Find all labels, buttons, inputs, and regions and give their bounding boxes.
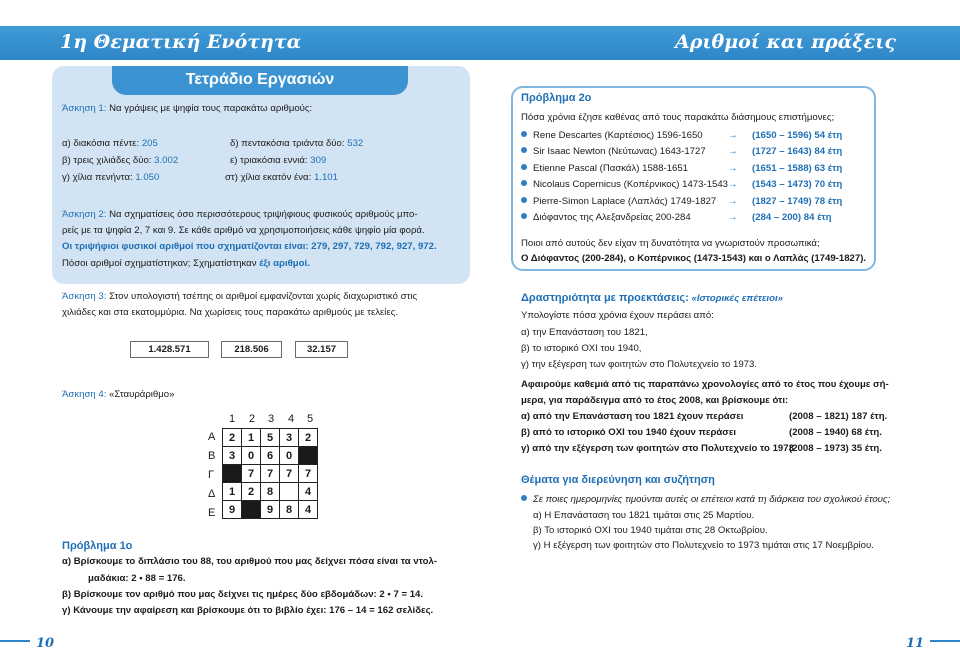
exercise-1-prompt: Να γράψεις με ψηφία τους παρακάτω αριθμούς:: [109, 103, 313, 114]
bullet-icon: [521, 131, 527, 137]
ex1-d-label: δ) πεντακόσια τριάντα δύο:: [230, 138, 345, 149]
exercise-3-line2: χιλιάδες και στα εκατομμύρια. Να χωρίσεις τους παρακάτω αριθμούς με τελείες.: [62, 307, 399, 318]
activity-b: β) το ιστορικό ΟΧΙ του 1940,: [521, 343, 642, 354]
grid-cell: 8: [261, 483, 280, 501]
ex1-a-value: 205: [141, 138, 158, 149]
row-header-c: Γ: [208, 469, 215, 481]
lifespan-calc: (1543 – 1473) 70 έτη: [752, 179, 843, 191]
bullet-icon: [521, 147, 527, 153]
grid-cell: 0: [280, 447, 299, 465]
exercise-1-a: [62, 138, 158, 150]
scientist-row: [521, 196, 716, 208]
exercise-2-line1: [62, 209, 418, 221]
arrow-icon: →: [728, 195, 738, 207]
arrow-icon: →: [728, 179, 738, 191]
scientist-name: Pierre-Simon Laplace (Λαπλάς) 1749-1827: [533, 195, 717, 207]
scientist-row: [521, 146, 706, 158]
ex1-f-value: 1.101: [313, 172, 338, 183]
grid-cell: 2: [242, 483, 261, 501]
grid-row: [223, 429, 318, 447]
discussion-b: β) Το ιστορικό ΟΧΙ του 1940 τιμάται στις 28 Οκτωβρίου.: [533, 525, 768, 536]
scientist-row: [521, 130, 703, 142]
row-header-e: Ε: [208, 507, 216, 519]
row-header-a: Α: [208, 431, 216, 443]
ex1-c-value: 1.050: [135, 172, 160, 183]
exercise-1-b: [62, 155, 178, 167]
scientist-name: Διόφαντος της Αλεξανδρείας 200-284: [533, 212, 691, 223]
exercise-1-f: [225, 172, 338, 184]
grid-cell: 3: [223, 447, 242, 465]
scientist-row: [521, 212, 691, 224]
col-header-5: 5: [307, 413, 314, 425]
exercise-3-title: Άσκηση 3:: [62, 291, 107, 302]
problem-1-c: γ) Κάνουμε την αφαίρεση και βρίσκουμε ότι το βιβλίο έχει: 176 – 14 = 162 σελίδες.: [62, 605, 434, 616]
exercise-1-d: [230, 138, 363, 150]
ex1-e-label: ε) τριακόσια εννιά:: [230, 155, 308, 166]
scientist-name: Nicolaus Copernicus (Κοπέρνικος) 1473-1543: [533, 179, 728, 191]
problem-1-b: β) Βρίσκουμε τον αριθμό που μας δείχνει τις ημέρες δύο εβδομάδων: 2 • 7 = 14.: [62, 589, 424, 600]
exercise-2-q-text: Πόσοι αριθμοί σχηματίστηκαν; Σχηματίστηκαν: [62, 258, 257, 269]
workbook-title: Τετράδιο Εργασιών: [112, 66, 408, 95]
grid-cell: 7: [299, 465, 318, 483]
grid-cell: [280, 483, 299, 501]
problem-2-answer: Ο Διόφαντος (200-284), ο Κοπέρνικος (1473-1543) και ο Λαπλάς (1749-1827).: [521, 253, 867, 264]
grid-cell-blocked: [242, 501, 261, 519]
grid-cell-blocked: [223, 465, 242, 483]
grid-cell: 7: [261, 465, 280, 483]
grid-row: [223, 483, 318, 501]
discussion-intro: [521, 494, 890, 506]
exercise-3-line1: [62, 291, 417, 303]
page-number-right: 11: [906, 636, 925, 651]
bullet-icon: [521, 180, 527, 186]
activity-result-1-value: (2008 – 1821) 187 έτη.: [789, 411, 888, 422]
grid-row: [223, 465, 318, 483]
unit-title: 1η Θεματική Ενότητα: [60, 31, 302, 53]
header-band: [0, 26, 960, 60]
exercise-1-c: [62, 172, 159, 184]
activity-result-2: β) από το ιστορικό ΟΧΙ του 1940 έχουν περάσει: [521, 427, 737, 438]
bullet-icon: [521, 197, 527, 203]
exercise-2-q-answer: έξι αριθμοί.: [259, 258, 310, 269]
problem-2-intro: Πόσα χρόνια έζησε καθένας από τους παρακάτω διάσημους επιστήμονες;: [521, 112, 835, 123]
grid-cell: 0: [242, 447, 261, 465]
lifespan-calc: (1650 – 1596) 54 έτη: [752, 130, 843, 141]
activity-solution-2: μερα, για παράδειγμα από το έτος 2008, και βρίσκουμε ότι:: [521, 395, 789, 406]
ex1-b-value: 3.002: [154, 155, 179, 166]
exercise-2-question: [62, 258, 310, 270]
grid-cell: 9: [261, 501, 280, 519]
lifespan-calc: (1827 – 1749) 78 έτη: [752, 195, 843, 207]
problem-1-a-line2: μαδάκια: 2 • 88 = 176.: [88, 573, 186, 584]
activity-subtitle: «Ιστορικές επέτειοι»: [691, 293, 783, 304]
number-box-2: 218.506: [221, 341, 282, 358]
chapter-title: Αριθμοί και πράξεις: [674, 31, 896, 53]
ex1-d-value: 532: [347, 138, 364, 149]
lifespan-calc: (284 – 200) 84 έτη: [752, 212, 832, 223]
scientist-name: Etienne Pascal (Πασκάλ) 1588-1651: [533, 162, 689, 174]
row-header-d: Δ: [208, 488, 216, 500]
scientist-name: Rene Descartes (Καρτέσιος) 1596-1650: [533, 130, 703, 141]
exercise-2-line2: ρείς με τα ψηφία 2, 7 και 9. Σε κάθε αριθμό να χρησιμοποιήσεις κάθε ψηφίο μία φορά.: [62, 225, 425, 236]
activity-result-3-value: (2008 – 1973) 35 έτη.: [789, 443, 882, 454]
discussion-c: γ) Η εξέγερση των φοιτητών στο Πολυτεχνείο το 1973 τιμάται στις 17 Νοεμβρίου.: [533, 540, 874, 551]
grid-cell-blocked: [299, 447, 318, 465]
lifespan-calc: (1727 – 1643) 84 έτη: [752, 146, 843, 158]
problem-2-title: Πρόβλημα 2ο: [521, 92, 592, 104]
scientist-row: [521, 179, 728, 191]
grid-cell: 5: [261, 429, 280, 447]
discussion-title: Θέματα για διερεύνηση και συζήτηση: [521, 474, 715, 486]
activity-heading: [521, 292, 783, 305]
bullet-icon: [521, 213, 527, 219]
grid-row: [223, 501, 318, 519]
exercise-1-title: Άσκηση 1:: [62, 103, 107, 114]
activity-intro: Υπολογίστε πόσα χρόνια έχουν περάσει από:: [521, 310, 714, 321]
activity-result-2-value: (2008 – 1940) 68 έτη.: [789, 427, 882, 438]
discussion-a: α) Η Επανάσταση του 1821 τιμάται στις 25 Μαρτίου.: [533, 510, 755, 521]
problem-2-question: Ποιοι από αυτούς δεν είχαν τη δυνατότητα να γνωριστούν προσωπικά;: [521, 238, 820, 249]
number-box-1: 1.428.571: [130, 341, 209, 358]
exercise-4-title: Άσκηση 4:: [62, 389, 107, 400]
grid-cell: 2: [299, 429, 318, 447]
exercise-2-answer: Οι τριψήφιοι φυσικοί αριθμοί που σχηματίζονται είναι: 279, 297, 729, 792, 927, 972.: [62, 241, 437, 252]
activity-c: γ) την εξέγερση των φοιτητών στο Πολυτεχνείο το 1973.: [521, 359, 758, 370]
bullet-icon: [521, 495, 527, 501]
row-header-b: Β: [208, 450, 216, 462]
exercise-4-heading: [62, 389, 174, 401]
scientist-name: Sir Isaac Newton (Νεύτωνας) 1643-1727: [533, 146, 706, 158]
crossnumber-grid: [222, 428, 318, 519]
grid-cell: 1: [223, 483, 242, 501]
grid-cell: 4: [299, 501, 318, 519]
ex1-b-label: β) τρεις χιλιάδες δύο:: [62, 155, 152, 166]
number-box-3: 32.157: [295, 341, 348, 358]
grid-row: [223, 447, 318, 465]
bullet-icon: [521, 164, 527, 170]
ex1-e-value: 309: [310, 155, 327, 166]
col-header-4: 4: [288, 413, 295, 425]
page-number-left: 10: [36, 636, 55, 651]
exercise-4-subtitle: «Σταυράριθμο»: [109, 389, 175, 400]
lifespan-calc: (1651 – 1588) 63 έτη: [752, 162, 843, 174]
col-header-1: 1: [229, 413, 236, 425]
grid-cell: 8: [280, 501, 299, 519]
grid-cell: 7: [242, 465, 261, 483]
activity-title: Δραστηριότητα με προεκτάσεις:: [521, 292, 689, 304]
activity-a: α) την Επανάσταση του 1821,: [521, 327, 648, 338]
grid-cell: 9: [223, 501, 242, 519]
problem-1-a-line1: α) Βρίσκουμε το διπλάσιο του 88, του αριθμού που μας δείχνει πόσα είναι τα ντολ-: [62, 556, 438, 567]
ex1-c-label: γ) χίλια πενήντα:: [62, 172, 133, 183]
grid-cell: 1: [242, 429, 261, 447]
problem-1-title: Πρόβλημα 1ο: [62, 540, 133, 552]
arrow-icon: →: [728, 212, 738, 223]
exercise-2-title: Άσκηση 2:: [62, 209, 107, 220]
exercise-2-text1: Να σχηματίσεις όσο περισσότερους τριψήφιους φυσικούς αριθμούς μπο-: [109, 209, 418, 220]
exercise-1-e: [230, 155, 326, 167]
ex1-a-label: α) διακόσια πέντε:: [62, 138, 140, 149]
exercise-3-text1: Στον υπολογιστή τσέπης οι αριθμοί εμφανίζονται χωρίς διαχωριστικό στις: [109, 291, 418, 302]
activity-result-1: α) από την Επανάσταση του 1821 έχουν περάσει: [521, 411, 744, 422]
arrow-icon: →: [728, 146, 738, 158]
col-header-2: 2: [249, 413, 256, 425]
activity-result-3: γ) από την εξέγερση των φοιτητών στο Πολυτεχνείο το 1973: [521, 443, 794, 454]
col-header-3: 3: [268, 413, 275, 425]
scientist-row: [521, 163, 688, 175]
discussion-intro-text: Σε ποιες ημερομηνίες τιμούνται αυτές οι επέτειοι κατά τη διάρκεια του σχολικού έτους;: [533, 494, 891, 505]
arrow-icon: →: [728, 130, 738, 141]
ex1-f-label: στ) χίλια εκατόν ένα:: [225, 172, 312, 183]
grid-cell: 4: [299, 483, 318, 501]
activity-solution-1: Αφαιρούμε καθεμιά από τις παραπάνω χρονολογίες από το έτος που έχουμε σή-: [521, 379, 889, 390]
grid-cell: 3: [280, 429, 299, 447]
footer-line-left: [0, 640, 30, 642]
grid-cell: 7: [280, 465, 299, 483]
arrow-icon: →: [728, 162, 738, 174]
grid-cell: 2: [223, 429, 242, 447]
grid-cell: 6: [261, 447, 280, 465]
exercise-1-heading: [62, 103, 312, 115]
